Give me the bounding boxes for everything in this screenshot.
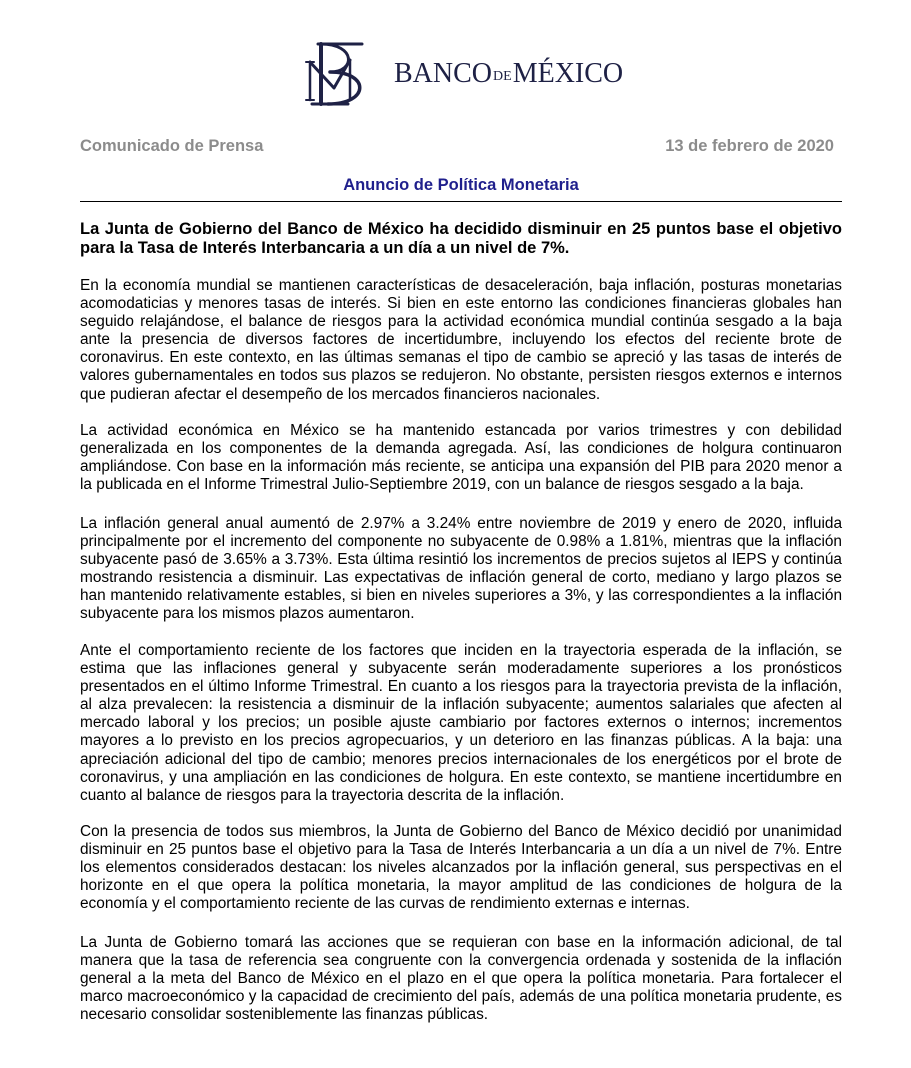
lead-statement: La Junta de Gobierno del Banco de México ha decidido disminuir en 25 puntos base el objetivo para la Tasa de Interés Interbancaria a un día a un nivel de 7%. (80, 220, 842, 257)
paragraph-outlook: La Junta de Gobierno tomará las acciones que se requieran con base en la información adicional, de tal manera que la tasa de referencia sea congruente con la convergencia ordenada y sostenida de la inflación general a la meta del Banco de México en el plazo en el que opera la política monetaria. Para fortalecer el marco macroeconómico y la capacidad de crecimiento del país, además de una política monetaria prudente, es necesario consolidar sosteniblemente las finanzas públicas. (80, 934, 842, 1024)
document-title: Anuncio de Política Monetaria (343, 176, 579, 194)
paragraph-domestic-activity: La actividad económica en México se ha mantenido estancada por varios trimestres y con debilidad generalizada en los componentes de la demanda agregada. Así, las condiciones de holgura continuaron ampliándose. Con base en la información más reciente, se anticipa una expansión del PIB para 2020 menor a la publicada en el Informe Trimestral Julio-Septiembre 2019, con un balance de riesgos sesgado a la baja. (80, 422, 842, 494)
press-release-label: Comunicado de Prensa (80, 137, 264, 155)
press-header (80, 137, 838, 159)
release-date: 13 de febrero de 2020 (665, 137, 834, 155)
paragraph-global-economy: En la economía mundial se mantienen características de desaceleración, baja inflación, posturas monetarias acomodaticias y menores tasas de interés. Si bien en este entorno las condiciones financieras globales han seguido relajándose, el balance de riesgos para la actividad económica mundial continúa sesgado a la baja ante la presencia de diversos factores de incertidumbre, incluyendo los efectos del reciente brote de coronavirus. En este contexto, en las últimas semanas el tipo de cambio se apreció y las tasas de interés de valores gubernamentales en todos sus plazos se redujeron. No obstante, persisten riesgos externos e internos que pudieran afectar el desempeño de los mercados financieros nacionales. (80, 277, 842, 403)
header-logo (0, 38, 911, 110)
paragraph-decision: Con la presencia de todos sus miembros, la Junta de Gobierno del Banco de México decidió por unanimidad disminuir en 25 puntos base el objetivo para la Tasa de Interés Interbancaria a un día a un nivel de 7%. Entre los elementos considerados destacan: los niveles alcanzados por la inflación general, sus perspectivas en el horizonte en el que opera la política monetaria, la mayor amplitud de las condiciones de holgura de la economía y el comportamiento reciente de las curvas de rendimiento externas e internas. (80, 823, 842, 913)
paragraph-inflation: La inflación general anual aumentó de 2.97% a 3.24% entre noviembre de 2019 y enero de 2020, influida principalmente por el incremento del componente no subyacente de 0.98% a 1.81%, mientras que la inflación subyacente pasó de 3.65% a 3.73%. Esta última resintió los incrementos de precios sujetos al IEPS y continúa mostrando resistencia a disminuir. Las expectativas de inflación general de corto, mediano y largo plazos se han mantenido relativamente estables, si bien en niveles superiores a 3%, y las correspondientes a la inflación subyacente para los mismos plazos aumentaron. (80, 515, 842, 623)
bank-name-part3: MÉXICO (512, 58, 624, 89)
title-divider (80, 201, 842, 202)
bank-name-part1: BANCO (394, 58, 493, 89)
bank-name-part2: DE (493, 69, 512, 84)
paragraph-risks: Ante el comportamiento reciente de los factores que inciden en la trayectoria esperada de la inflación, se estima que las inflaciones general y subyacente serán moderadamente superiores a los pronósticos presentados en el último Informe Trimestral. En cuanto a los riesgos para la trayectoria prevista de la inflación, al alza prevalecen: la resistencia a disminuir de la inflación subyacente; aumentos salariales que afecten al mercado laboral y los precios; un posible ajuste cambiario por factores externos o internos; incrementos mayores a lo previsto en los precios agropecuarios, y un deterioro en las finanzas públicas. A la baja: una apreciación adicional del tipo de cambio; menores precios internacionales de los energéticos por el brote de coronavirus, y una ampliación en las condiciones de holgura. En este contexto, se mantiene incertidumbre en cuanto al balance de riesgos para la trayectoria descrita de la inflación. (80, 642, 842, 804)
banco-de-mexico-monogram-icon (304, 38, 380, 110)
bank-name-wordmark (394, 58, 623, 90)
